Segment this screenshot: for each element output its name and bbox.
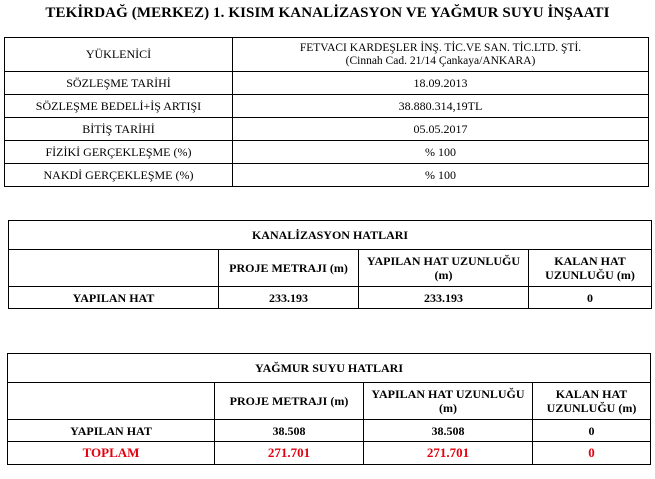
stormwater-lines-table — [7, 353, 651, 465]
contractor-address: (Cinnah Cad. 21/14 Çankaya/ANKARA) — [345, 54, 536, 67]
info-row-physical-progress — [5, 141, 649, 164]
contract-info-table — [4, 37, 649, 187]
row-label: YAPILAN HAT — [9, 287, 219, 309]
page-title: TEKİRDAĞ (MERKEZ) 1. KISIM KANALİZASYON VE YAĞMUR SUYU İNŞAATI — [45, 5, 610, 21]
column-header — [8, 383, 215, 420]
info-label: SÖZLEŞME BEDELİ+İŞ ARTIŞI — [5, 95, 233, 118]
column-header: PROJE METRAJI (m) — [215, 383, 364, 420]
info-row-end-date — [5, 118, 649, 141]
table-row — [8, 420, 651, 442]
table-cell: 233.193 — [359, 287, 529, 309]
table-header-row — [9, 250, 652, 287]
table-caption-row — [9, 221, 652, 250]
column-header: YAPILAN HAT UZUNLUĞU (m) — [364, 383, 533, 420]
column-header: PROJE METRAJI (m) — [219, 250, 359, 287]
table-caption-row — [8, 354, 651, 383]
total-label: TOPLAM — [8, 442, 215, 465]
table-cell: 38.508 — [215, 420, 364, 442]
total-cell: 271.701 — [364, 442, 533, 465]
column-header: KALAN HAT UZUNLUĞU (m) — [533, 383, 651, 420]
info-label: BİTİŞ TARİHİ — [5, 118, 233, 141]
table-row — [9, 287, 652, 309]
table-header-row — [8, 383, 651, 420]
info-value: 38.880.314,19TL — [233, 95, 649, 118]
info-value: % 100 — [233, 141, 649, 164]
column-header: YAPILAN HAT UZUNLUĞU (m) — [359, 250, 529, 287]
table-caption: KANALİZASYON HATLARI — [9, 221, 652, 250]
info-row-contract-date — [5, 72, 649, 95]
sewer-lines-table — [8, 220, 652, 309]
info-value — [233, 38, 649, 72]
contractor-name: FETVACI KARDEŞLER İNŞ. TİC.VE SAN. TİC.LTD. ŞTİ. — [299, 41, 582, 54]
total-row — [8, 442, 651, 465]
column-header: KALAN HAT UZUNLUĞU (m) — [529, 250, 652, 287]
info-value: % 100 — [233, 164, 649, 187]
info-label: YÜKLENİCİ — [5, 38, 233, 72]
info-row-cash-progress — [5, 164, 649, 187]
info-row-contract-amount — [5, 95, 649, 118]
table-cell: 0 — [533, 420, 651, 442]
table-cell: 38.508 — [364, 420, 533, 442]
info-value: 05.05.2017 — [233, 118, 649, 141]
table-cell: 0 — [529, 287, 652, 309]
info-label: SÖZLEŞME TARİHİ — [5, 72, 233, 95]
table-caption: YAĞMUR SUYU HATLARI — [8, 354, 651, 383]
row-label: YAPILAN HAT — [8, 420, 215, 442]
info-value: 18.09.2013 — [233, 72, 649, 95]
info-row-contractor — [5, 38, 649, 72]
column-header — [9, 250, 219, 287]
total-cell: 271.701 — [215, 442, 364, 465]
table-cell: 233.193 — [219, 287, 359, 309]
info-label: NAKDİ GERÇEKLEŞME (%) — [5, 164, 233, 187]
info-label: FİZİKİ GERÇEKLEŞME (%) — [5, 141, 233, 164]
total-cell: 0 — [533, 442, 651, 465]
